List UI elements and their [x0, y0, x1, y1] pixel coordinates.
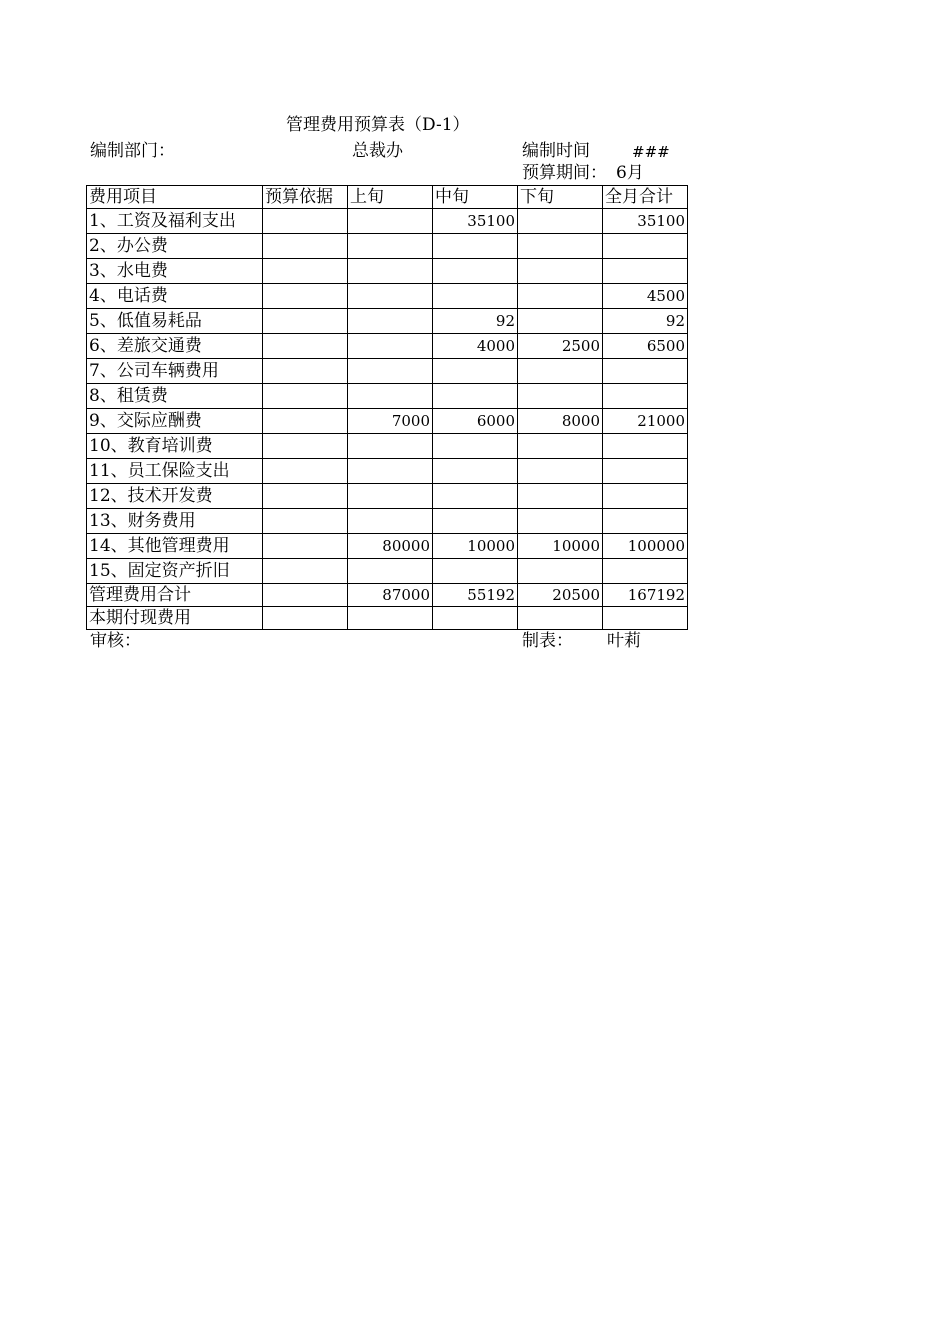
- sheet-title: 管理费用预算表（D-1）: [286, 115, 470, 135]
- cell-late-month: [518, 607, 603, 630]
- cell-month-total: 6500: [603, 334, 688, 359]
- cell-item-name: 10、教育培训费: [87, 434, 263, 459]
- cell-late-month: [518, 559, 603, 584]
- cell-late-month: [518, 509, 603, 534]
- cell-early-month: [348, 209, 433, 234]
- cell-month-total: [603, 384, 688, 409]
- cell-basis: [263, 309, 348, 334]
- cell-basis: [263, 234, 348, 259]
- cell-basis: [263, 559, 348, 584]
- cell-month-total: 21000: [603, 409, 688, 434]
- cell-early-month: [348, 359, 433, 384]
- cell-late-month: 10000: [518, 534, 603, 559]
- cell-item-name: 12、技术开发费: [87, 484, 263, 509]
- cell-basis: [263, 334, 348, 359]
- cell-basis: [263, 584, 348, 607]
- table-row: [87, 409, 688, 434]
- cell-item-name: 1、工资及福利支出: [87, 209, 263, 234]
- cell-item-name: 15、固定资产折旧: [87, 559, 263, 584]
- table-row: [87, 534, 688, 559]
- cell-month-total: 100000: [603, 534, 688, 559]
- cell-early-month: [348, 607, 433, 630]
- date-label: 编制时间: [522, 141, 590, 161]
- cell-month-total: 92: [603, 309, 688, 334]
- cell-late-month: [518, 259, 603, 284]
- cell-basis: [263, 359, 348, 384]
- period-value: 6月: [616, 163, 644, 183]
- col-header-mid-month: 中旬: [433, 186, 518, 209]
- cell-early-month: [348, 309, 433, 334]
- cell-early-month: [348, 459, 433, 484]
- date-value: ###: [632, 143, 670, 161]
- cell-mid-month: 35100: [433, 209, 518, 234]
- table-row: [87, 459, 688, 484]
- cell-month-total: [603, 509, 688, 534]
- cell-mid-month: 4000: [433, 334, 518, 359]
- cell-item-name: 管理费用合计: [87, 584, 263, 607]
- table-row: [87, 509, 688, 534]
- cell-mid-month: [433, 259, 518, 284]
- cell-early-month: [348, 259, 433, 284]
- table-row: [87, 607, 688, 630]
- cell-month-total: [603, 607, 688, 630]
- cell-item-name: 6、差旅交通费: [87, 334, 263, 359]
- period-label: 预算期间：: [522, 163, 607, 183]
- cell-basis: [263, 384, 348, 409]
- cell-late-month: [518, 209, 603, 234]
- cell-item-name: 13、财务费用: [87, 509, 263, 534]
- cell-basis: [263, 284, 348, 309]
- cell-month-total: [603, 359, 688, 384]
- cell-early-month: 7000: [348, 409, 433, 434]
- cell-mid-month: [433, 559, 518, 584]
- maker-label: 制表：: [522, 631, 573, 651]
- cell-late-month: [518, 434, 603, 459]
- cell-mid-month: 55192: [433, 584, 518, 607]
- cell-late-month: [518, 359, 603, 384]
- cell-item-name: 5、低值易耗品: [87, 309, 263, 334]
- cell-early-month: [348, 509, 433, 534]
- cell-basis: [263, 209, 348, 234]
- cell-item-name: 9、交际应酬费: [87, 409, 263, 434]
- table-header-row: [87, 186, 688, 209]
- table-row: [87, 384, 688, 409]
- cell-early-month: [348, 559, 433, 584]
- cell-basis: [263, 434, 348, 459]
- cell-early-month: 87000: [348, 584, 433, 607]
- cell-late-month: [518, 384, 603, 409]
- cell-item-name: 8、租赁费: [87, 384, 263, 409]
- maker-value: 叶莉: [607, 631, 641, 651]
- dept-value: 总裁办: [352, 141, 403, 161]
- cell-late-month: [518, 234, 603, 259]
- cell-early-month: [348, 284, 433, 309]
- cell-mid-month: 10000: [433, 534, 518, 559]
- table-row: [87, 284, 688, 309]
- cell-month-total: [603, 234, 688, 259]
- cell-basis: [263, 534, 348, 559]
- cell-month-total: [603, 434, 688, 459]
- cell-early-month: [348, 384, 433, 409]
- table-row: [87, 359, 688, 384]
- cell-month-total: 35100: [603, 209, 688, 234]
- table-row: [87, 334, 688, 359]
- table-row: [87, 584, 688, 607]
- cell-month-total: [603, 459, 688, 484]
- cell-basis: [263, 484, 348, 509]
- cell-mid-month: [433, 234, 518, 259]
- cell-late-month: 2500: [518, 334, 603, 359]
- table-row: [87, 434, 688, 459]
- cell-month-total: 4500: [603, 284, 688, 309]
- cell-early-month: [348, 484, 433, 509]
- cell-item-name: 2、办公费: [87, 234, 263, 259]
- cell-mid-month: 6000: [433, 409, 518, 434]
- cell-early-month: 80000: [348, 534, 433, 559]
- table-row: [87, 484, 688, 509]
- cell-early-month: [348, 434, 433, 459]
- cell-mid-month: [433, 459, 518, 484]
- cell-basis: [263, 509, 348, 534]
- table-row: [87, 209, 688, 234]
- cell-early-month: [348, 334, 433, 359]
- col-header-item: 费用项目: [87, 186, 263, 209]
- cell-month-total: [603, 484, 688, 509]
- cell-mid-month: [433, 359, 518, 384]
- dept-label: 编制部门：: [90, 141, 175, 161]
- cell-item-name: 14、其他管理费用: [87, 534, 263, 559]
- table-row: [87, 559, 688, 584]
- cell-item-name: 4、电话费: [87, 284, 263, 309]
- col-header-late-month: 下旬: [518, 186, 603, 209]
- cell-mid-month: [433, 434, 518, 459]
- cell-mid-month: [433, 509, 518, 534]
- cell-late-month: [518, 484, 603, 509]
- cell-late-month: 20500: [518, 584, 603, 607]
- col-header-basis: 预算依据: [263, 186, 348, 209]
- cell-basis: [263, 607, 348, 630]
- cell-late-month: [518, 284, 603, 309]
- cell-basis: [263, 409, 348, 434]
- cell-late-month: 8000: [518, 409, 603, 434]
- cell-item-name: 11、员工保险支出: [87, 459, 263, 484]
- review-label: 审核：: [90, 631, 141, 651]
- cell-item-name: 3、水电费: [87, 259, 263, 284]
- cell-month-total: [603, 259, 688, 284]
- cell-month-total: [603, 559, 688, 584]
- expense-table: [86, 185, 688, 630]
- table-row: [87, 309, 688, 334]
- cell-mid-month: [433, 607, 518, 630]
- cell-basis: [263, 259, 348, 284]
- cell-basis: [263, 459, 348, 484]
- cell-item-name: 7、公司车辆费用: [87, 359, 263, 384]
- cell-late-month: [518, 459, 603, 484]
- col-header-month-total: 全月合计: [603, 186, 688, 209]
- cell-mid-month: [433, 484, 518, 509]
- cell-item-name: 本期付现费用: [87, 607, 263, 630]
- cell-mid-month: [433, 384, 518, 409]
- cell-late-month: [518, 309, 603, 334]
- cell-mid-month: 92: [433, 309, 518, 334]
- col-header-early-month: 上旬: [348, 186, 433, 209]
- cell-early-month: [348, 234, 433, 259]
- table-row: [87, 259, 688, 284]
- table-row: [87, 234, 688, 259]
- cell-month-total: 167192: [603, 584, 688, 607]
- cell-mid-month: [433, 284, 518, 309]
